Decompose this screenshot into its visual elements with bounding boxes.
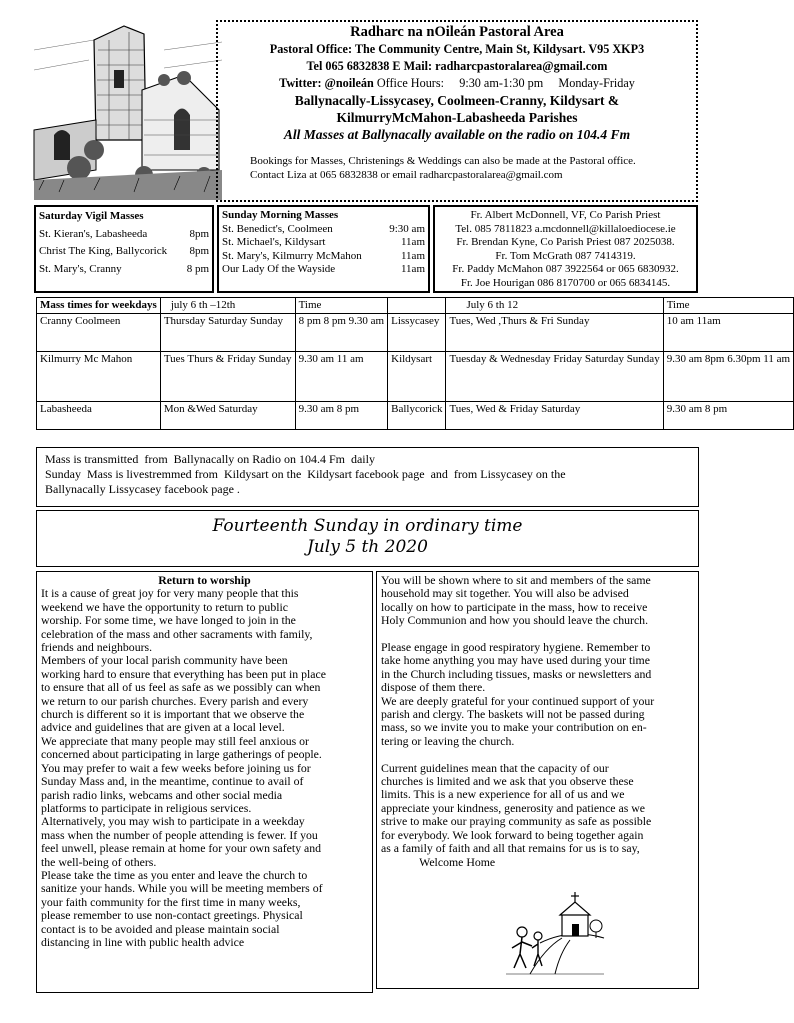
saturday-time: 8pm [189,245,209,257]
twitter-handle: Twitter: @noileán [279,76,374,90]
saturday-place: St. Kieran's, Labasheeda [39,227,148,240]
saturday-row [39,263,209,277]
clergy-line: Fr. Paddy McMahon 087 3922564 or 065 6830932. [452,263,679,275]
article-line: as a family of faith and all that remains for us is to say, [381,841,640,856]
article-line: parish radio links, webcams and other social media [41,787,283,802]
transmission-line: Sunday Mass is livestremmed from Kildysart on the Kildysart facebook page and from Lissycasey on the [45,467,566,481]
article-line: household may sit together. You will also be advised [381,586,629,601]
article-line: Members of your local parish community have been [41,653,288,668]
table-header [388,298,446,314]
article-line: platforms to participate in religious services. [41,800,252,815]
welcome-home: Welcome Home [381,854,496,869]
article-line: We appreciate that many people may still feel anxious or [41,733,309,748]
article-line: advice and guidelines that are given at a local level. [41,720,285,735]
article-line: appreciate your kindness, generosity and patience as we [381,800,646,815]
article-line: You may prefer to wait a few weeks before joining us for [41,760,311,775]
article-line: Alternatively, you may wish to participate in a weekday [41,814,305,829]
table-cell: Kildysart [388,351,446,401]
article-line: contact is to be avoided and please maintain social [41,921,280,936]
saturday-place: Christ The King, Ballycorick [39,245,168,257]
sunday-row [222,250,425,264]
table-cell: Lissycasey [388,313,446,351]
saturday-row [39,245,209,259]
sunday-title-box [36,510,699,567]
sunday-heading: Sunday Morning Masses [222,209,339,221]
saturday-place: St. Mary's, Cranny [39,262,122,275]
bookings-line-2: Contact Liza at 065 6832838 or email radharcpastoralarea@gmail.com [250,168,563,181]
article-line: for everybody. We look forward to being together again [381,827,644,842]
saturday-vigil-box [34,205,214,293]
sunday-row [222,236,425,250]
article-line: celebration of the mass and other sacraments with family, [41,626,313,641]
saturday-heading: Saturday Vigil Masses [39,210,144,222]
article-line: church is different so it is important that we observe the [41,707,305,722]
parishes-line-1: Ballynacally-Lissycasey, Coolmeen-Cranny, Kildysart & [294,93,620,108]
article-line: Sunday Mass and, in the meantime, continue to avail of [41,774,304,789]
article-line: we return to our parish churches. Every parish and every [41,693,309,708]
header-text [218,23,696,182]
clergy-box [433,205,698,293]
article-line: tering or leaving the church. [381,733,515,748]
article-line: your faith community for the first time in many weeks, [41,894,301,909]
saturday-time: 8 pm [186,262,209,275]
bookings-line-1: Bookings for Masses, Christenings & Weddings can also be made at the Pastoral office. [250,155,636,167]
article-line: in the Church including tissues, masks or newsletters and [381,666,652,681]
article-line [381,628,694,641]
clergy-line: Fr. Joe Hourigan 086 8170700 or 065 6834145. [460,276,671,289]
table-cell: 10 am 11am [663,313,793,351]
article-line: concerned about participating in large gatherings of people. [41,747,322,762]
article-line: limits. This is a new experience for all of us and we [381,787,625,802]
table-header: Time [295,298,388,314]
table-cell: Tuesday & Wednesday Friday Saturday Sunday [446,351,663,401]
table-cell: 9.30 am 8pm 6.30pm 11 am [663,351,793,401]
article-line: You will be shown where to sit and members of the same [381,573,651,587]
article-line: strive to make our praying community as safe as possible [381,814,652,829]
article-line: Holy Communion and how you should leave the church. [381,613,649,628]
church-walkers-illustration [500,888,604,974]
table-cell: Tues, Wed & Friday Saturday [446,401,663,429]
article-line [381,748,694,761]
article-line: We are deeply grateful for your continued support of your [381,693,655,708]
article-line: friends and neighbours. [41,640,153,655]
table-cell: 9.30 am 11 am [295,351,388,401]
contact-line: Tel 065 6832838 E Mail: radharcpastoralarea@gmail.com [306,59,608,73]
table-row [37,313,794,351]
table-header-row [37,298,794,314]
parishes-line-2: KilmurryMcMahon-Labasheeda Parishes [336,110,578,125]
radio-note: All Masses at Ballynacally available on the radio on 104.4 Fm [283,127,631,142]
clergy-line: Fr. Brendan Kyne, Co Parish Priest 087 2025038. [456,236,675,248]
table-cell: 9.30 am 8 pm [663,401,793,429]
section-heading: Return to worship [158,573,251,587]
weekday-mass-table [36,297,794,430]
page-title: Radharc na nOileán Pastoral Area [350,24,564,40]
return-to-worship-column [36,571,373,993]
clergy-line: Fr. Tom McGrath 087 7414319. [495,249,636,262]
church-ruin-illustration [34,20,222,200]
transmission-line: Mass is transmitted from Ballynacally on Radio on 104.4 Fm daily [45,452,375,466]
sunday-time: 11am [400,249,425,262]
article-line: sanitize your hands. While you will be meeting members of [41,881,323,896]
liturgical-title: Fourteenth Sunday in ordinary time [212,516,523,536]
sunday-row [222,223,425,237]
article-line: feel unwell, please remain at home for your own safety and [41,841,322,856]
sunday-place: St. Benedict's, Coolmeen [222,222,333,235]
article-line: Please take the time as you enter and leave the church to [41,867,308,882]
article-line: It is a cause of great joy for very many people that this [41,586,299,601]
sunday-time: 9:30 am [389,222,425,235]
table-cell: Tues Thurs & Friday Sunday [160,351,295,401]
article-line: distancing in line with public health advice [41,934,245,949]
article-line: locally on how to participate in the mass, how to receive [381,599,648,614]
table-cell: Tues, Wed ,Thurs & Fri Sunday [446,313,663,351]
saturday-row [39,228,209,242]
table-cell: Labasheeda [37,401,161,429]
article-line: mass when the number of people attending is fewer. If you [41,827,318,842]
twitter-hours-line [218,75,696,91]
sunday-row [222,263,425,277]
article-line: dispose of them there. [381,680,486,695]
sunday-morning-box [217,205,430,293]
table-row [37,401,794,429]
clergy-line: Tel. 085 7811823 a.mcdonnell@killaloediocese.ie [455,222,676,235]
table-header: july 6 th –12th [160,298,295,314]
sunday-place: St. Mary's, Kilmurry McMahon [222,249,362,262]
transmission-box [36,447,699,507]
office-hours: Office Hours: 9:30 am-1:30 pm Monday-Friday [376,76,635,90]
table-cell: Ballycorick [388,401,446,429]
article-line: weekend we have the opportunity to return to public [41,599,289,614]
table-header: July 6 th 12 [446,298,663,314]
article-line: working hard to ensure that everything has been put in place [41,666,327,681]
clergy-line: Fr. Albert McDonnell, VF, Co Parish Priest [470,209,661,221]
table-cell: Kilmurry Mc Mahon [37,351,161,401]
article-line: please remember to use non-contact greetings. Physical [41,908,303,923]
table-cell: 9.30 am 8 pm [295,401,388,429]
article-line: Current guidelines mean that the capacity of our [381,760,609,775]
transmission-line: Ballynacally Lissycasey facebook page . [45,482,240,496]
table-cell: Mon &Wed Saturday [160,401,295,429]
pastoral-office: Pastoral Office: The Community Centre, Main St, Kildysart. V95 XKP3 [269,42,645,56]
table-header: Time [663,298,793,314]
sunday-time: 11am [400,236,425,248]
article-line: worship. For some time, we have longed to join in the [41,613,296,628]
liturgical-date: July 5 th 2020 [307,537,428,557]
table-row [37,351,794,401]
article-line: churches is limited and we ask that you observe these [381,774,634,789]
article-line: parish and clergy. The baskets will not be passed during [381,707,645,722]
table-header: Mass times for weekdays [37,298,161,314]
article-line: to ensure that all of us feel as safe as we possibly can when [41,680,321,695]
sunday-place: Our Lady Of the Wayside [222,263,336,275]
sunday-time: 11am [400,263,425,275]
sunday-place: St. Michael's, Kildysart [222,236,326,248]
article-line: take home anything you may have used during your time [381,653,650,668]
table-cell: Cranny Coolmeen [37,313,161,351]
saturday-time: 8pm [189,227,209,240]
table-cell: Thursday Saturday Sunday [160,313,295,351]
table-cell: 8 pm 8 pm 9.30 am [295,313,388,351]
article-line: the well-being of others. [41,854,157,869]
article-line: Please engage in good respiratory hygiene. Remember to [381,640,651,655]
article-line: mass, so we invite you to make your contribution on en- [381,720,647,735]
